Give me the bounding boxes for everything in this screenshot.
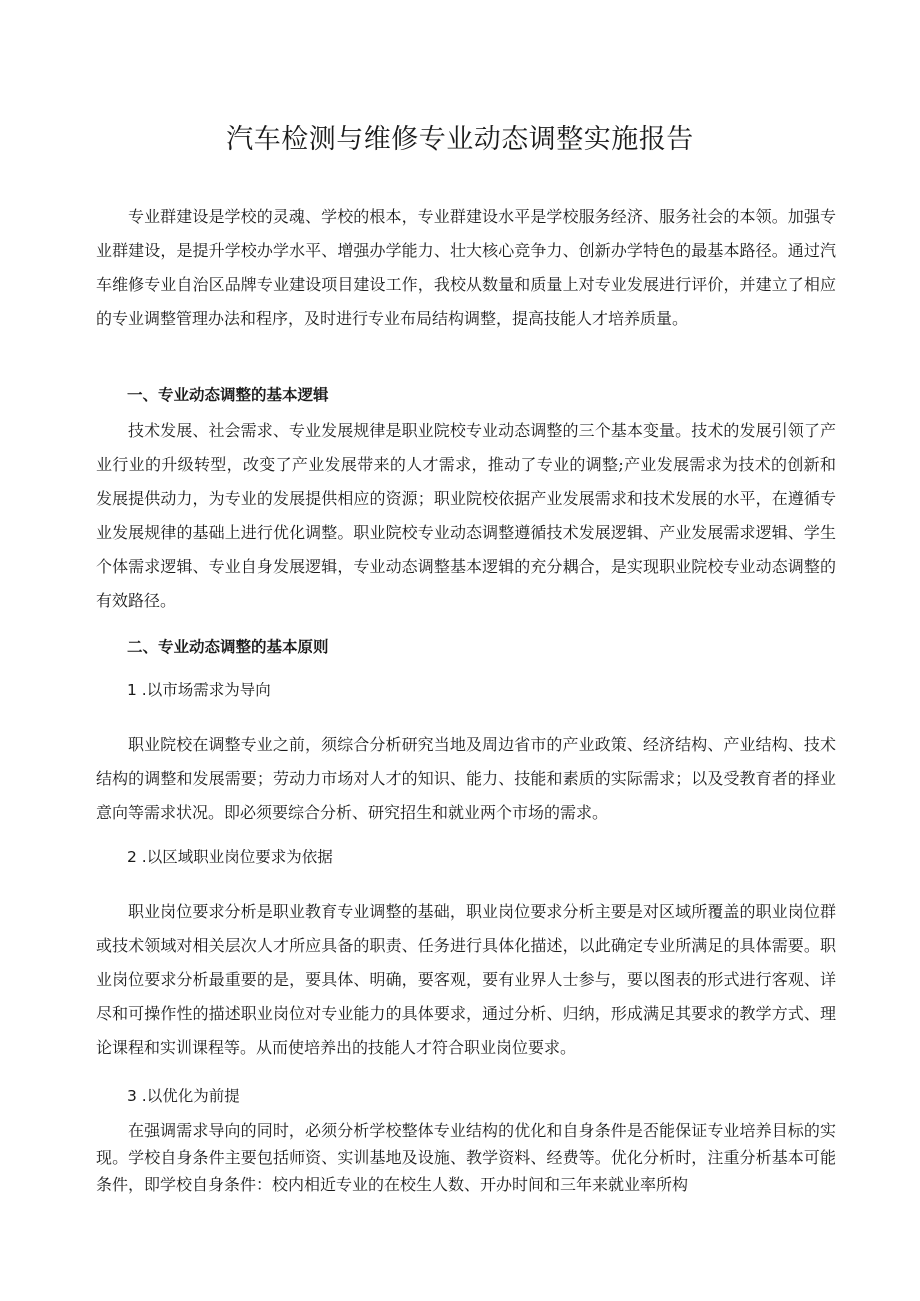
item3-heading-block: [96, 1079, 836, 1113]
item3-paragraph: 在强调需求导向的同时，必须分析学校整体专业结构的优化和自身条件是否能保证专业培养目标的实现。学校自身条件主要包括师资、实训基地及设施、教学资料、经费等。优化分析时，注重分析基本可能条件，即学校自身条件：校内相近专业的在校生人数、开办时间和三年来就业率所构: [96, 1121, 836, 1194]
item1-heading: 1 .以市场需求为导向: [127, 681, 271, 699]
item1-block: [96, 728, 836, 830]
item1-heading-block: [96, 673, 836, 707]
section2-heading-block: [96, 630, 836, 664]
section2-heading: 二、专业动态调整的基本原则: [127, 638, 329, 656]
item2-heading-block: [96, 840, 836, 874]
intro-block: [96, 200, 836, 336]
item2-heading: 2 .以区域职业岗位要求为依据: [127, 848, 333, 866]
section1-paragraph: 技术发展、社会需求、专业发展规律是职业院校专业动态调整的三个基本变量。技术的发展引领了产业行业的升级转型，改变了产业发展带来的人才需求，推动了专业的调整;产业发展需求为技术的创新和发展提供动力，为专业的发展提供相应的资源；职业院校依据产业发展需求和技术发展的水平，在遵循专业发展规律的基础上进行优化调整。职业院校专业动态调整遵循技术发展逻辑、产业发展需求逻辑、学生个体需求逻辑、专业自身发展逻辑，专业动态调整基本逻辑的充分耦合，是实现职业院校专业动态调整的有效路径。: [96, 421, 836, 610]
item1-paragraph: 职业院校在调整专业之前，须综合分析研究当地及周边省市的产业政策、经济结构、产业结构、技术结构的调整和发展需要；劳动力市场对人才的知识、能力、技能和素质的实际需求；以及受教育者的择业意向等需求状况。即必须要综合分析、研究招生和就业两个市场的需求。: [96, 735, 836, 822]
section1-heading: 一、专业动态调整的基本逻辑: [127, 386, 329, 404]
document-title: 汽车检测与维修专业动态调整实施报告: [226, 124, 694, 156]
item2-paragraph: 职业岗位要求分析是职业教育专业调整的基础，职业岗位要求分析主要是对区域所覆盖的职业岗位群或技术领域对相关层次人才所应具备的职责、任务进行具体化描述，以此确定专业所满足的具体需要。职业岗位要求分析最重要的是，要具体、明确，要客观，要有业界人士参与，要以图表的形式进行客观、详尽和可操作性的描述职业岗位对专业能力的具体要求，通过分析、归纳，形成满足其要求的教学方式、理论课程和实训课程等。从而使培养出的技能人才符合职业岗位要求。: [96, 902, 836, 1057]
item3-heading: 3 .以优化为前提: [127, 1087, 240, 1105]
section1-block: [96, 414, 836, 618]
item3-block: [96, 1117, 836, 1198]
intro-paragraph: 专业群建设是学校的灵魂、学校的根本，专业群建设水平是学校服务经济、服务社会的本领。加强专业群建设，是提升学校办学水平、增强办学能力、壮大核心竞争力、创新办学特色的最基本路径。通过汽车维修专业自治区品牌专业建设项目建设工作，我校从数量和质量上对专业发展进行评价，并建立了相应的专业调整管理办法和程序，及时进行专业布局结构调整，提高技能人才培养质量。: [96, 207, 836, 328]
section1-heading-block: [96, 378, 836, 412]
item2-block: [96, 895, 836, 1065]
